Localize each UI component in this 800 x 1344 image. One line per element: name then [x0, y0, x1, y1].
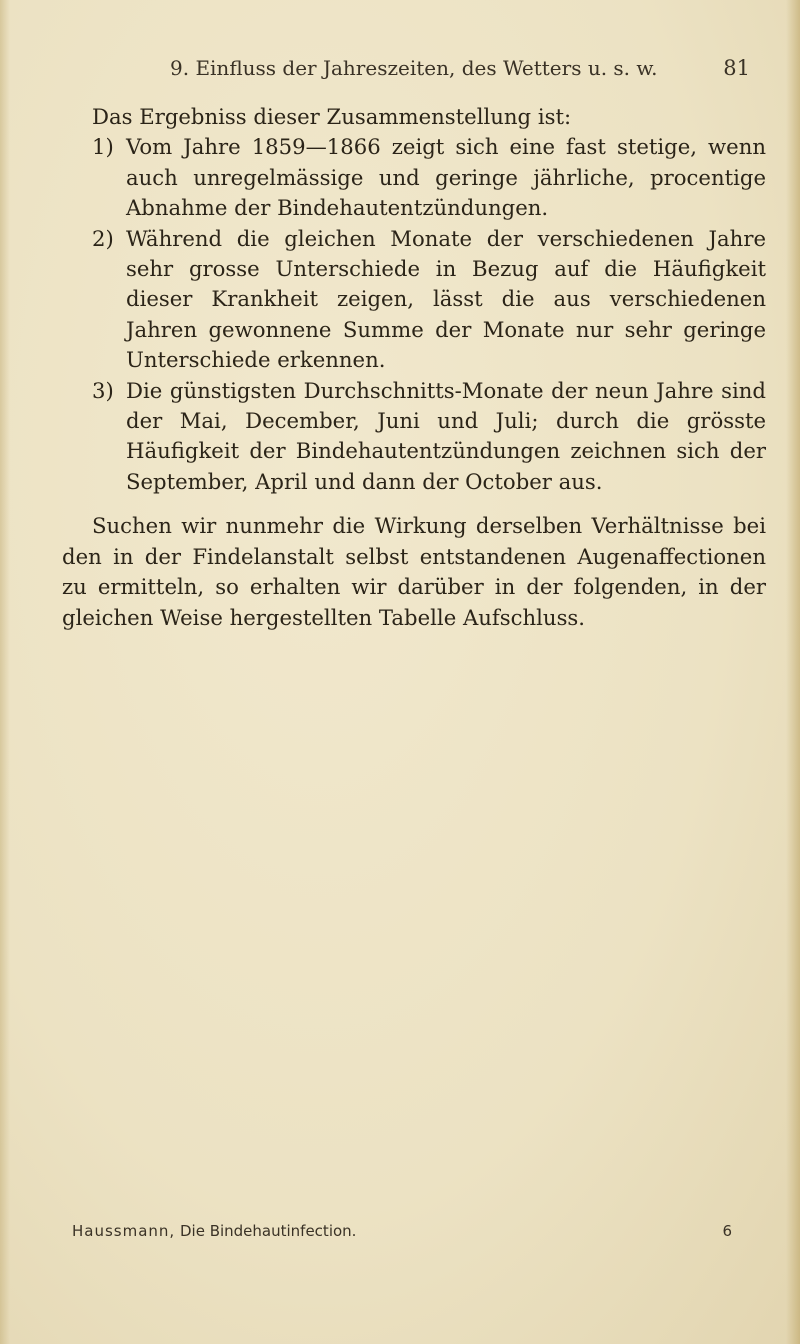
list-item: [62, 376, 766, 498]
list-item: [62, 132, 766, 223]
list-item-number: 3): [92, 377, 114, 403]
page-footer: [72, 1222, 732, 1246]
page-edge-shadow-left: [0, 0, 10, 1344]
intro-line: Das Ergebniss dieser Zusammenstellung ist:: [92, 104, 572, 129]
running-title: 9. Einfluss der Jahreszeiten, des Wetters u. s. w.: [170, 56, 658, 80]
list-item-text: Vom Jahre 1859—1866 zeigt sich eine fast stetige, wenn auch unregelmässige und geringe jährliche, procentige Abnahme der Bindehautentzündungen.: [126, 134, 766, 221]
list-item-number: 2): [92, 225, 114, 251]
main-text: [62, 102, 766, 633]
list-item-number: 1): [92, 134, 114, 160]
list-item: [62, 224, 766, 376]
page-number: 81: [723, 56, 750, 80]
list-item-text: Während die gleichen Monate der verschiedenen Jahre sehr grosse Unterschiede in Bezug auf die Häufigkeit dieser Krankheit zeigen, lässt die aus verschiedenen Jahren gewonnene Summe der Monate nur sehr geringe Unterschiede erkennen.: [126, 225, 766, 373]
list-item-text: Die günstigsten Durchschnitts-Monate der neun Jahre sind der Mai, December, Juni und Juli; durch die grösste Häufigkeit der Bindehautentzündungen zeichnen sich der September, April und dann der October aus.: [126, 377, 766, 494]
signature-mark: 6: [722, 1222, 732, 1240]
page-edge-shadow-right: [786, 0, 800, 1344]
footer-author: Haussmann,: [72, 1222, 176, 1240]
running-header: [150, 56, 750, 86]
body-paragraph: Suchen wir nunmehr die Wirkung derselben Verhältnisse bei den in der Findelanstalt selbst entstandenen Augenaffectionen zu ermitteln, so erhalten wir darüber in der folgenden, in der gleichen Weise hergestellten Tabelle Aufschluss.: [62, 513, 766, 630]
footer-work-title: Die Bindehautinfection.: [179, 1222, 357, 1240]
